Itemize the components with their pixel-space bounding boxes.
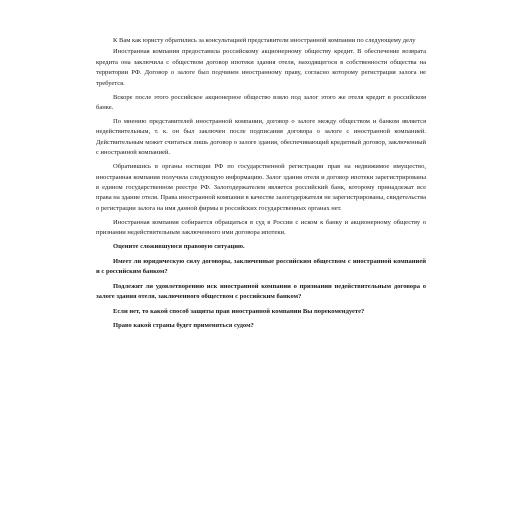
- document-text: [96, 36, 426, 336]
- case-paragraph-lawsuit: Иностранная компания собирается обращаться в суд в России с иском к банку и акционерному обществу о признании недействительным заключенного ими договора ипотеки.: [96, 218, 426, 237]
- question-5: Право какой страны будет применяться судом?: [113, 322, 254, 330]
- case-paragraph-opinion: По мнению представителей иностранной компании, договор о залоге между обществом и банком является недействительным, т. к. он был заключен после подписания договора о залоге с иностранной компанией. Действительным может считаться лишь договор о залоге здания, обеспечивающий кредитный договор, заключенный с иностранной компанией.: [96, 118, 426, 157]
- intro-paragraph: К Вам как юристу обратились за консультацией представители иностранной компании по следующему делу: [113, 37, 416, 44]
- case-paragraph-bank-loan: Вскоре после этого российское акционерное общество взяло под залог этого же отеля кредит в российском банке.: [96, 93, 426, 112]
- case-paragraph-registry: Обратившись в органы юстиции РФ по государственной регистрации прав на недвижимое имущество, иностранная компания получила следующую информацию. Залог здания отеля и договор ипотеки зарегистрированы в едином государственном реестре РФ. Залогодержателем является российский банк, которому принадлежат все права на здание отеля. Права иностранной компании в качестве залогодержателя не зарегистрированы, свидетельства о регистрации залога на имя данной фирмы в российских государственных органах нет.: [96, 163, 426, 212]
- question-2: Имеет ли юридическую силу договоры, заключенные российским обществом с иностранной компанией и с российским банком?: [96, 257, 426, 276]
- question-1: Оцените сложившуюся правовую ситуацию.: [113, 243, 245, 251]
- question-3: Подлежит ли удовлетворению иск иностранной компании о признании недействительным договора о залоге здания отеля, заключенного обществом с российским банком?: [96, 282, 426, 301]
- question-4: Если нет, то какой способ защиты прав иностранной компании Вы порекомендуете?: [113, 307, 365, 315]
- case-paragraph-loan: Иностранная компания предоставила российскому акционерному обществу кредит. В обеспечение возврата кредита она заключила с обществом договор ипотеки здания отеля, находящегося в собственности общества на территории РФ. Договор о залоге был подчинен иностранному праву, согласно которому регистрация залога не требуется.: [96, 48, 426, 87]
